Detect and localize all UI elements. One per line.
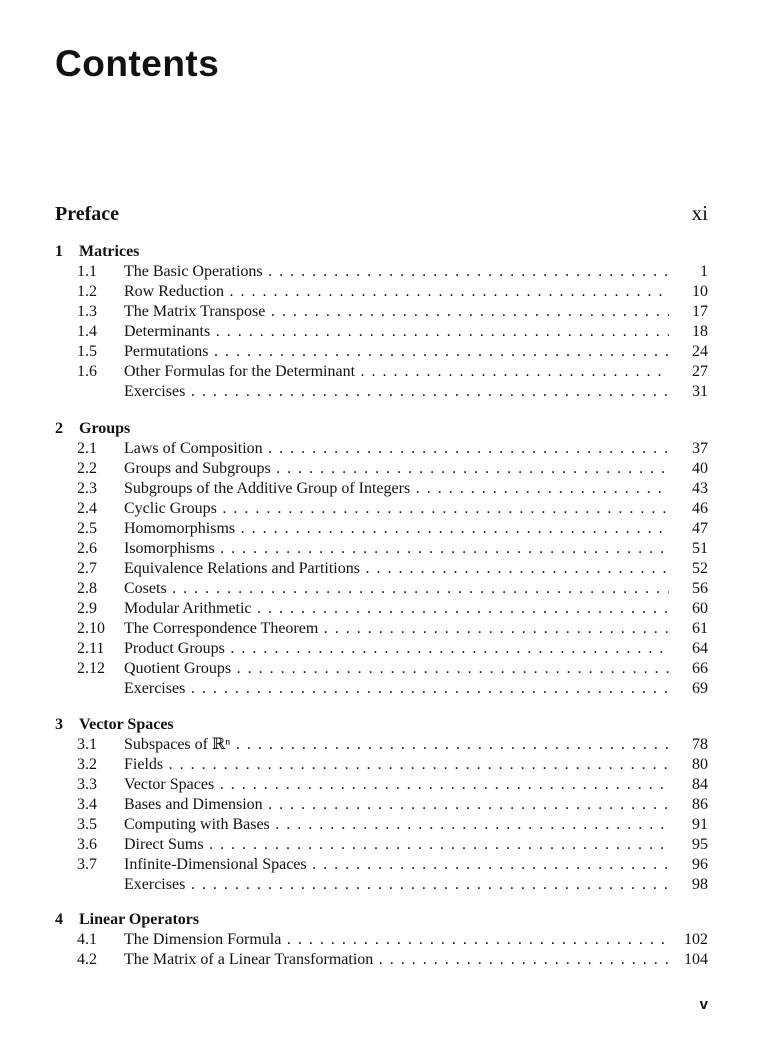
- chapter-heading[interactable]: [55, 419, 708, 439]
- chapter-number: 3: [55, 716, 63, 733]
- section-title: Cosets . . .: [124, 579, 669, 599]
- page-number: v: [699, 996, 708, 1013]
- chapter-title: Vector Spaces: [79, 716, 174, 733]
- chapter-number: 1: [55, 243, 63, 260]
- toc-entry[interactable]: [55, 579, 708, 599]
- section-page: 95: [692, 836, 708, 853]
- section-page: 24: [692, 343, 708, 360]
- section-number: 3.7: [77, 856, 97, 873]
- section-number: 2.6: [77, 540, 97, 557]
- toc-entry[interactable]: [55, 262, 708, 282]
- section-page: 102: [684, 931, 708, 948]
- section-number: 2.8: [77, 580, 97, 597]
- toc-entry[interactable]: [55, 659, 708, 679]
- section-title: Bases and Dimension . . .: [124, 795, 669, 815]
- section-number: 1.2: [77, 283, 97, 300]
- page-heading: Contents: [55, 43, 220, 84]
- toc-entry[interactable]: [55, 499, 708, 519]
- toc-entry[interactable]: [55, 835, 708, 855]
- section-title: Infinite-Dimensional Spaces . . .: [124, 855, 669, 875]
- section-title: The Correspondence Theorem . . .: [124, 619, 669, 639]
- section-title: The Basic Operations . . .: [124, 262, 669, 282]
- section-page: 91: [692, 816, 708, 833]
- section-title: The Matrix of a Linear Transformation . . .: [124, 950, 669, 970]
- section-number: 3.3: [77, 776, 97, 793]
- section-title: Groups and Subgroups . . .: [124, 459, 669, 479]
- section-number: 2.2: [77, 460, 97, 477]
- section-title: The Dimension Formula . . .: [124, 930, 669, 950]
- section-page: 43: [692, 480, 708, 497]
- preface-title: Preface: [55, 203, 120, 225]
- section-page: 86: [692, 796, 708, 813]
- toc-entry[interactable]: [55, 599, 708, 619]
- section-page: 1: [700, 263, 708, 280]
- section-number: 2.1: [77, 440, 97, 457]
- section-page: 96: [692, 856, 708, 873]
- toc-entry[interactable]: [55, 342, 708, 362]
- section-page: 78: [692, 736, 708, 753]
- chapter-title: Linear Operators: [79, 911, 200, 928]
- section-title: Row Reduction . . .: [124, 282, 669, 302]
- section-number: 2.10: [77, 620, 105, 637]
- toc-entry[interactable]: [55, 815, 708, 835]
- preface-page: xi: [691, 201, 708, 225]
- section-title: Fields . . .: [124, 755, 669, 775]
- toc-entry[interactable]: [55, 930, 708, 950]
- section-title: Modular Arithmetic . . .: [124, 599, 669, 619]
- section-page: 37: [692, 440, 708, 457]
- section-title: Subspaces of ℝⁿ . . .: [124, 735, 669, 755]
- section-number: 3.4: [77, 796, 97, 813]
- section-page: 18: [692, 323, 708, 340]
- toc-entry[interactable]: [55, 735, 708, 755]
- section-title: Exercises . . .: [124, 875, 669, 895]
- section-title: Determinants . . .: [124, 322, 669, 342]
- section-title: Equivalence Relations and Partitions . . .: [124, 559, 669, 579]
- section-title: Homomorphisms . . .: [124, 519, 669, 539]
- section-number: 3.6: [77, 836, 97, 853]
- section-title: Laws of Composition . . .: [124, 439, 669, 459]
- section-page: 27: [692, 363, 708, 380]
- section-number: 1.6: [77, 363, 97, 380]
- section-title: Vector Spaces . . .: [124, 775, 669, 795]
- section-title: Direct Sums . . .: [124, 835, 669, 855]
- section-number: 4.1: [77, 931, 97, 948]
- section-title: Computing with Bases . . .: [124, 815, 669, 835]
- section-page: 104: [684, 951, 708, 968]
- chapter-matrices: [55, 242, 708, 402]
- toc-entry-exercises[interactable]: [55, 679, 708, 699]
- toc-entry[interactable]: [55, 950, 708, 970]
- section-page: 51: [692, 540, 708, 557]
- section-number: 1.1: [77, 263, 97, 280]
- toc-entry[interactable]: [55, 855, 708, 875]
- section-title: Permutations . . .: [124, 342, 669, 362]
- section-page: 46: [692, 500, 708, 517]
- toc-entry[interactable]: [55, 519, 708, 539]
- section-page: 69: [692, 680, 708, 697]
- chapter-number: 2: [55, 420, 63, 437]
- toc-entry[interactable]: [55, 479, 708, 499]
- section-title: Other Formulas for the Determinant . . .: [124, 362, 669, 382]
- section-title: Exercises . . .: [124, 679, 669, 699]
- chapter-number: 4: [55, 911, 63, 928]
- section-page: 80: [692, 756, 708, 773]
- toc-entry[interactable]: [55, 559, 708, 579]
- section-number: 1.3: [77, 303, 97, 320]
- section-number: 2.12: [77, 660, 105, 677]
- chapter-title: Groups: [79, 420, 131, 437]
- section-number: 2.9: [77, 600, 97, 617]
- section-number: 3.1: [77, 736, 97, 753]
- section-title: Cyclic Groups . . .: [124, 499, 669, 519]
- section-page: 60: [692, 600, 708, 617]
- section-title: The Matrix Transpose . . .: [124, 302, 669, 322]
- section-title: Product Groups . . .: [124, 639, 669, 659]
- toc-entry[interactable]: [55, 322, 708, 342]
- section-title: Exercises . . .: [124, 382, 669, 402]
- chapter-heading[interactable]: [55, 242, 708, 262]
- toc-entry[interactable]: [55, 639, 708, 659]
- toc-entry-exercises[interactable]: [55, 875, 708, 895]
- section-title: Isomorphisms . . .: [124, 539, 669, 559]
- toc-entry[interactable]: [55, 362, 708, 382]
- section-number: 2.4: [77, 500, 97, 517]
- section-page: 61: [692, 620, 708, 637]
- section-title: Quotient Groups . . .: [124, 659, 669, 679]
- chapter-vector-spaces: [55, 715, 708, 895]
- toc-entry[interactable]: [55, 439, 708, 459]
- chapter-heading[interactable]: [55, 910, 708, 930]
- chapter-title: Matrices: [79, 243, 140, 260]
- toc-entry-preface[interactable]: [55, 201, 708, 229]
- section-page: 31: [692, 383, 708, 400]
- section-page: 52: [692, 560, 708, 577]
- section-page: 40: [692, 460, 708, 477]
- section-page: 56: [692, 580, 708, 597]
- section-page: 47: [692, 520, 708, 537]
- section-page: 66: [692, 660, 708, 677]
- chapter-linear-operators: [55, 910, 708, 970]
- section-number: 4.2: [77, 951, 97, 968]
- toc-entry[interactable]: [55, 282, 708, 302]
- section-number: 3.5: [77, 816, 97, 833]
- section-number: 1.5: [77, 343, 97, 360]
- chapter-groups: [55, 419, 708, 699]
- toc-entry[interactable]: [55, 775, 708, 795]
- toc-entry[interactable]: [55, 539, 708, 559]
- section-number: 2.7: [77, 560, 97, 577]
- toc-entry[interactable]: [55, 795, 708, 815]
- section-number: 2.11: [77, 640, 105, 657]
- section-title: Subgroups of the Additive Group of Integers . . .: [124, 479, 669, 499]
- toc-entry[interactable]: [55, 302, 708, 322]
- section-number: 2.5: [77, 520, 97, 537]
- section-page: 84: [692, 776, 708, 793]
- section-page: 64: [692, 640, 708, 657]
- section-page: 10: [692, 283, 708, 300]
- section-number: 1.4: [77, 323, 97, 340]
- section-number: 2.3: [77, 480, 97, 497]
- toc-entry[interactable]: [55, 755, 708, 775]
- chapter-heading[interactable]: [55, 715, 708, 735]
- toc-entry-exercises[interactable]: [55, 382, 708, 402]
- section-page: 98: [692, 876, 708, 893]
- section-page: 17: [692, 303, 708, 320]
- section-number: 3.2: [77, 756, 97, 773]
- toc-entry[interactable]: [55, 619, 708, 639]
- toc-entry[interactable]: [55, 459, 708, 479]
